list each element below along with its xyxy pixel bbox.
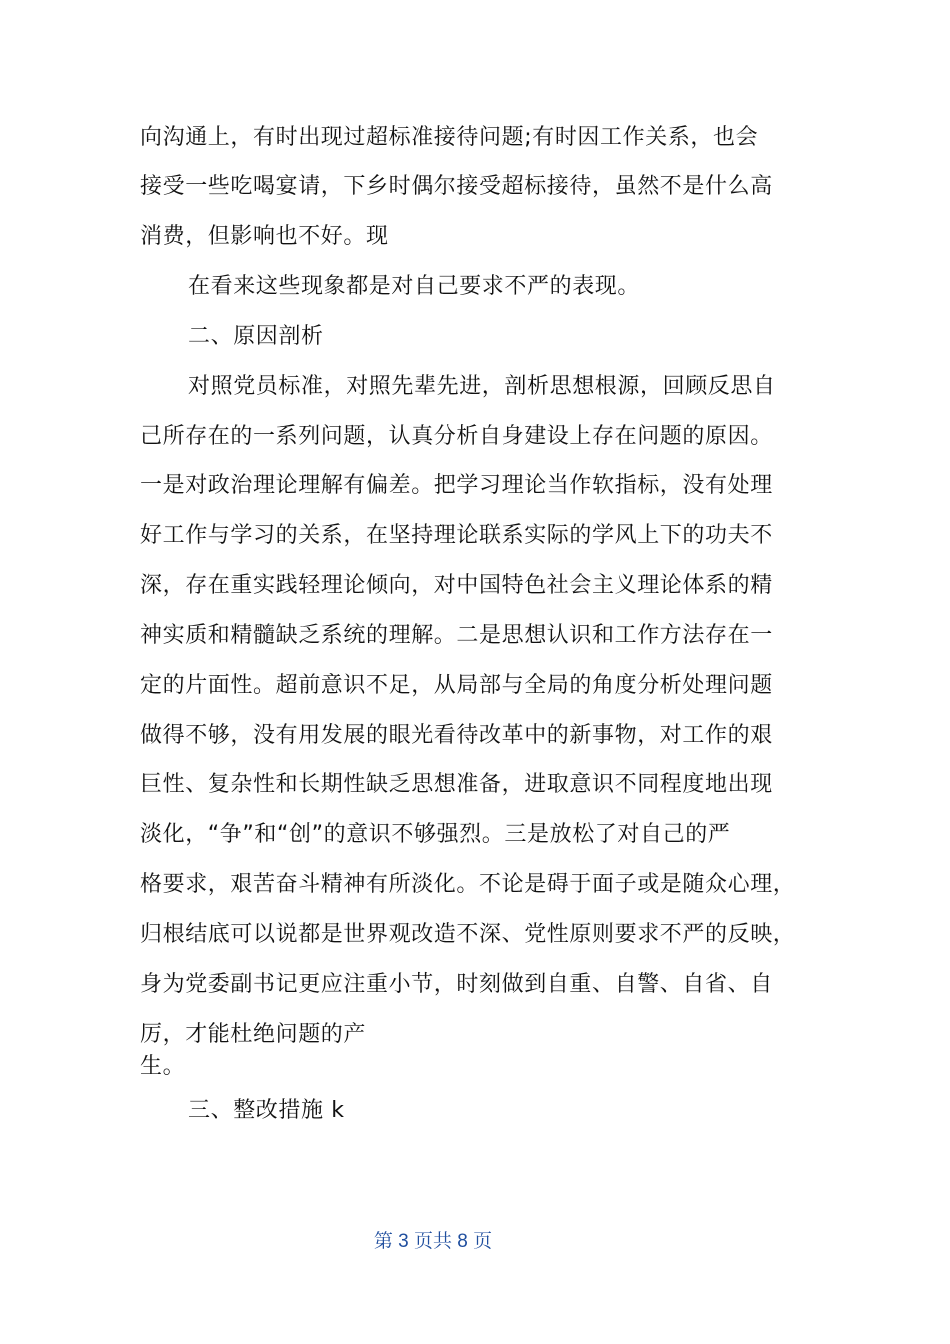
text-line: 做得不够，没有用发展的眼光看待改革中的新事物，对工作的艰 <box>140 723 773 748</box>
text-line: 格要求，艰苦奋斗精神有所淡化。不论是碍于面子或是随众心理， <box>140 872 796 897</box>
text-line: 淡化，“争”和“创”的意识不够强烈。三是放松了对自己的严 <box>140 822 731 847</box>
text-line: 在看来这些现象都是对自己要求不严的表现。 <box>188 274 641 299</box>
section-heading: 三、整改措施 k <box>188 1098 345 1123</box>
text-line: 好工作与学习的关系，在坚持理论联系实际的学风上下的功夫不 <box>140 523 773 548</box>
text-line: 对照党员标准，对照先辈先进，剖析思想根源，回顾反思自 <box>188 374 776 399</box>
text-line: 身为党委副书记更应注重小节，时刻做到自重、自警、自省、自 <box>140 972 773 997</box>
text-line: 巨性、复杂性和长期性缺乏思想准备，进取意识不同程度地出现 <box>140 772 773 797</box>
text-line: 深，存在重实践轻理论倾向，对中国特色社会主义理论体系的精 <box>140 573 773 598</box>
text-line: 神实质和精髓缺乏系统的理解。二是思想认识和工作方法存在一 <box>140 623 773 648</box>
text-line: 定的片面性。超前意识不足，从局部与全局的角度分析处理问题 <box>140 673 773 698</box>
text-line: 厉，才能杜绝问题的产 <box>140 1022 367 1047</box>
text-line: 归根结底可以说都是世界观改造不深、党性原则要求不严的反映， <box>140 922 796 947</box>
page-number-footer: 第 3 页共 8 页 <box>373 1231 493 1252</box>
section-heading: 二、原因剖析 <box>188 324 324 349</box>
text-line: 己所存在的一系列问题，认真分析自身建设上存在问题的原因。 <box>140 424 773 449</box>
text-line: 接受一些吃喝宴请，下乡时偶尔接受超标接待，虽然不是什么高 <box>140 174 773 199</box>
text-line: 生。 <box>140 1054 186 1079</box>
text-line: 消费，但影响也不好。现 <box>140 224 389 249</box>
text-line: 一是对政治理论理解有偏差。把学习理论当作软指标，没有处理 <box>140 473 773 498</box>
text-line: 向沟通上，有时出现过超标准接待问题;有时因工作关系，也会 <box>140 125 759 150</box>
